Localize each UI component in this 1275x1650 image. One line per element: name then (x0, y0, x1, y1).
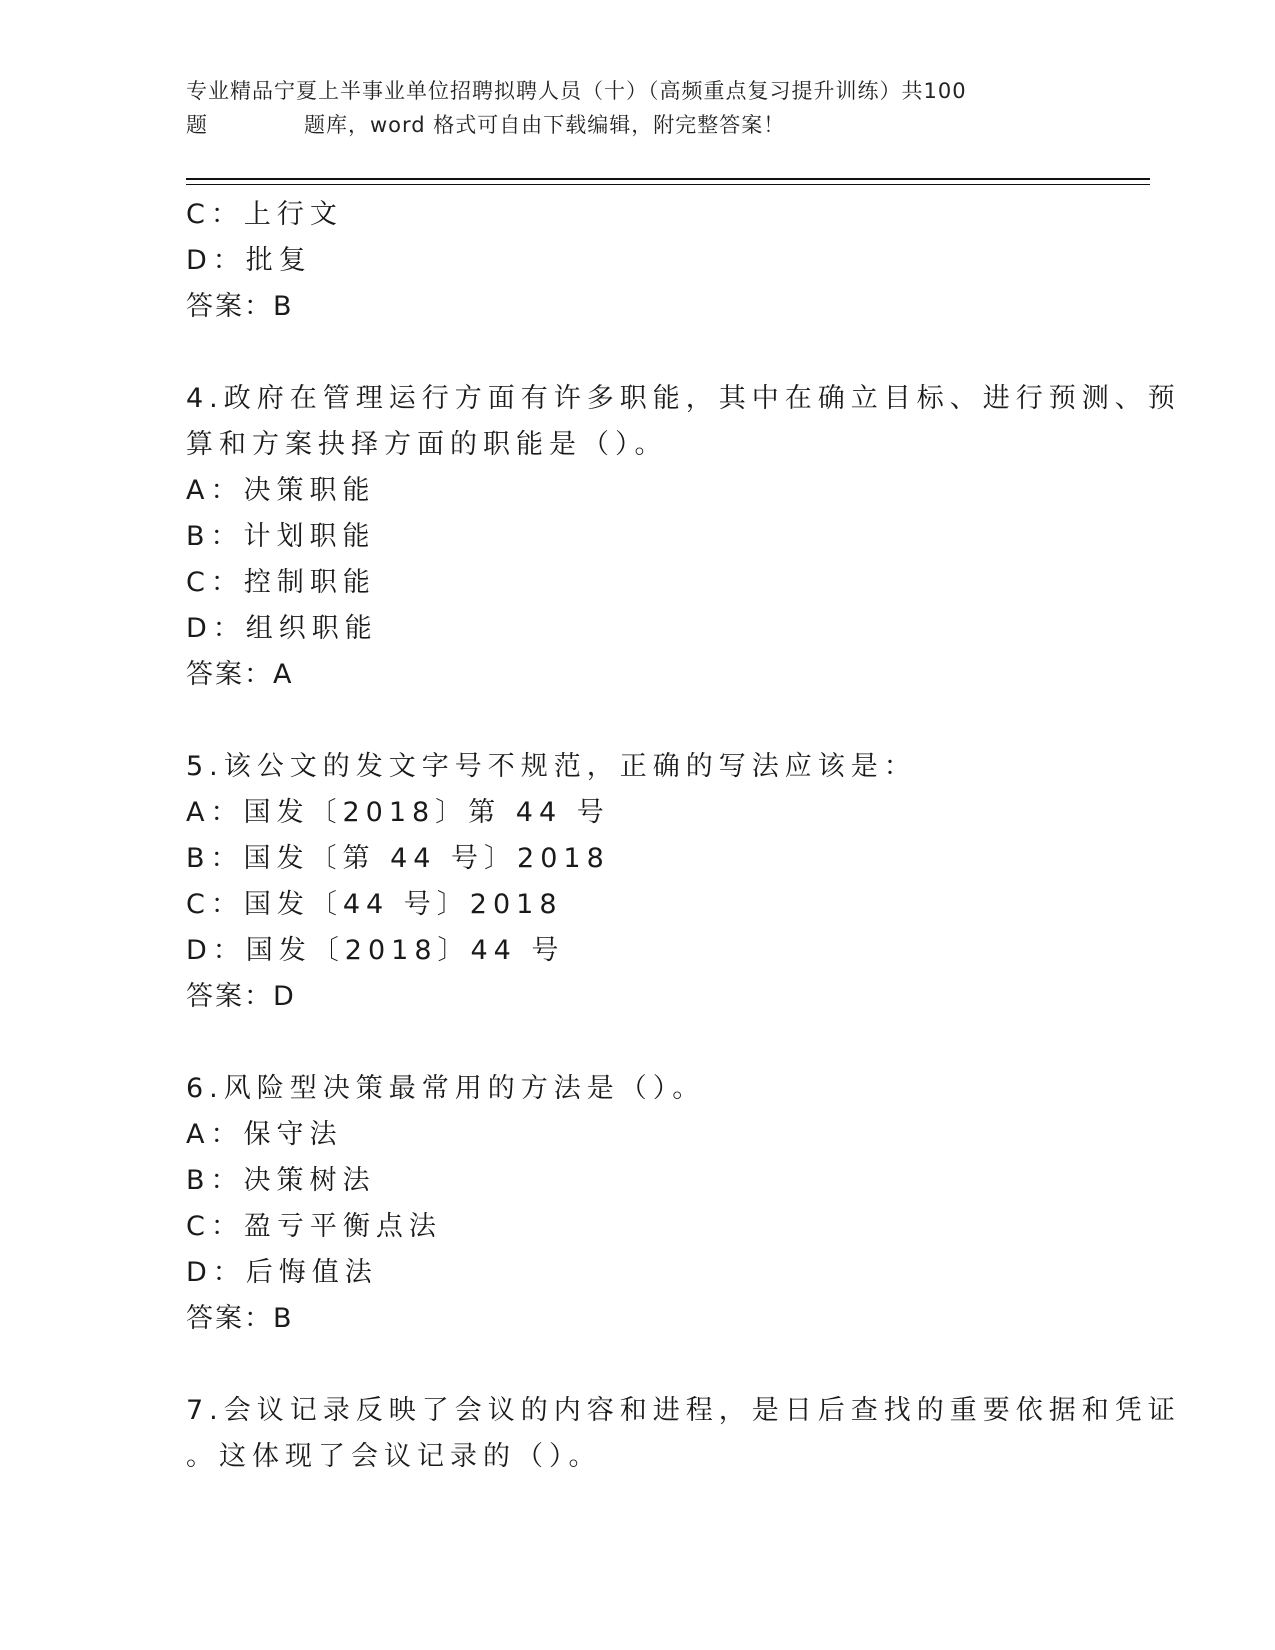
question-5 (186, 744, 1086, 1020)
question-stem: 5.该公文的发文字号不规范，正确的写法应该是： (186, 751, 917, 782)
option-b: B：计划职能 (186, 521, 376, 552)
option-d: D：后悔值法 (186, 1257, 378, 1288)
question-spacer (186, 1342, 1086, 1388)
option-b: B：决策树法 (186, 1165, 376, 1196)
header-gap (208, 108, 304, 142)
answer-line: 答案：B (186, 1303, 294, 1334)
option-b: B：国发〔第 44 号〕2018 (186, 843, 610, 874)
header-rule-thin (186, 184, 1150, 185)
question-stem: 4.政府在管理运行方面有许多职能，其中在确立目标、进行预测、预 (186, 383, 1181, 414)
option-d: D：批复 (186, 245, 312, 276)
option-d: D：组织职能 (186, 613, 378, 644)
header-rule-thick (186, 178, 1150, 180)
question-spacer (186, 698, 1086, 744)
option-d: D：国发〔2018〕44 号 (186, 935, 565, 966)
question-7 (186, 1388, 1181, 1480)
question-stem: 6.风险型决策最常用的方法是（）。 (186, 1073, 706, 1104)
question-stem-continued: 算和方案抉择方面的职能是（）。 (186, 429, 668, 460)
question-spacer (186, 330, 1086, 376)
question-6 (186, 1066, 1086, 1342)
option-c: C：国发〔44 号〕2018 (186, 889, 563, 920)
option-a: A：国发〔2018〕第 44 号 (186, 797, 610, 828)
header-line2-left: 题 (186, 113, 208, 137)
answer-line: 答案：D (186, 981, 296, 1012)
option-a: A：保守法 (186, 1119, 343, 1150)
option-c: C：盈亏平衡点法 (186, 1211, 442, 1242)
answer-line: 答案：A (186, 659, 294, 690)
option-c: C：控制职能 (186, 567, 376, 598)
header-title-line1: 专业精品宁夏上半事业单位招聘拟聘人员（十）（高频重点复习提升训练）共100 (186, 79, 967, 103)
question-3-tail (186, 192, 1086, 330)
question-stem: 7.会议记录反映了会议的内容和进程，是日后查找的重要依据和凭证 (186, 1395, 1181, 1426)
option-c: C：上行文 (186, 199, 343, 230)
question-spacer (186, 1020, 1086, 1066)
answer-line: 答案：B (186, 291, 294, 322)
header-line2-right: 题库，word 格式可自由下载编辑，附完整答案！ (304, 113, 786, 137)
document-body (186, 192, 1181, 1480)
question-4 (186, 376, 1181, 698)
header-title-line2 (186, 108, 1086, 142)
page-header (186, 74, 1086, 142)
question-stem-continued: 。这体现了会议记录的（）。 (186, 1441, 602, 1472)
option-a: A：决策职能 (186, 475, 376, 506)
